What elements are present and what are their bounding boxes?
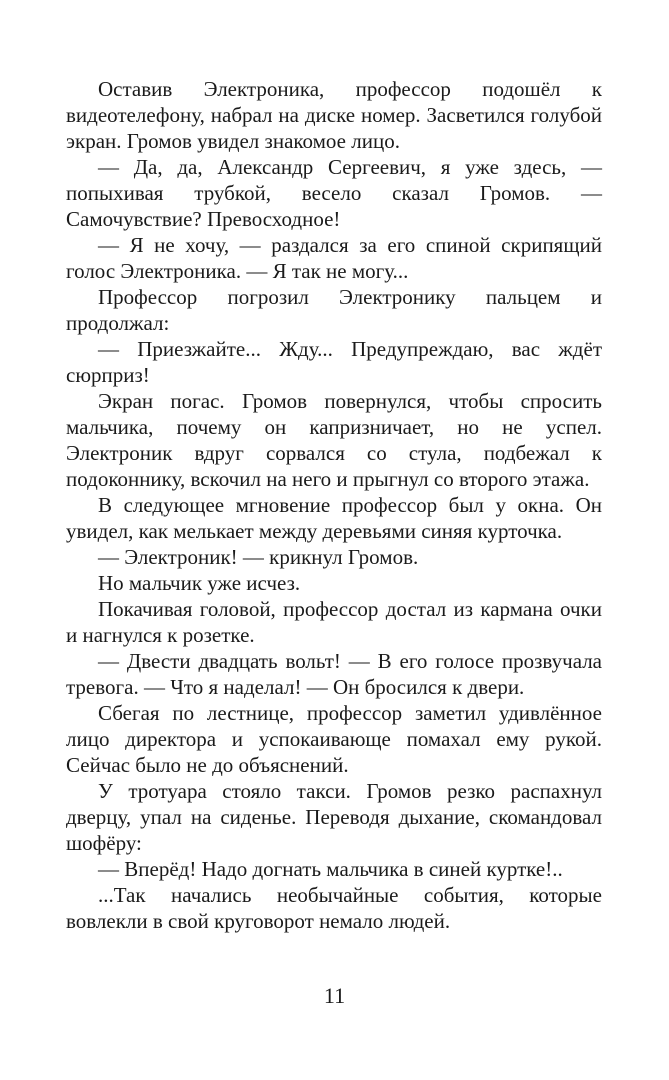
paragraph-2: — Да, да, Александр Сергеевич, я уже здесь, — попыхивая трубкой, весело сказал Громов. — Самочувствие? Превосходное! (66, 155, 602, 231)
paragraph-6: Экран погас. Громов повернулся, чтобы спросить мальчика, почему он капризничает, но не успел. Электроник вдруг сорвался со стула, подбежал к подоконнику, вскочил на него и прыгнул со второго этажа. (66, 389, 602, 491)
paragraph-7: В следующее мгновение профессор был у окна. Он увидел, как мелькает между деревьями синяя курточка. (66, 493, 602, 543)
paragraph-12: Сбегая по лестнице, профессор заметил удивлённое лицо директора и успокаивающе помахал ему рукой. Сейчас было не до объяснений. (66, 701, 602, 777)
paragraph-8: — Электроник! — крикнул Громов. (98, 545, 419, 569)
paragraph-14: — Вперёд! Надо догнать мальчика в синей куртке!.. (98, 857, 563, 881)
paragraph-15: ...Так начались необычайные события, которые вовлекли в свой круговорот немало людей. (66, 883, 602, 933)
paragraph-11: — Двести двадцать вольт! — В его голосе прозвучала тревога. — Что я наделал! — Он бросился к двери. (66, 649, 602, 699)
page-number: 11 (323, 983, 346, 1008)
paragraph-3: — Я не хочу, — раздался за его спиной скрипящий голос Электроника. — Я так не могу... (66, 233, 602, 283)
paragraph-1: Оставив Электроника, профессор подошёл к видеотелефону, набрал на диске номер. Засветился голубой экран. Громов увидел знакомое лицо. (66, 77, 602, 153)
paragraph-4: Профессор погрозил Электронику пальцем и продолжал: (66, 285, 602, 335)
paragraph-10: Покачивая головой, профессор достал из кармана очки и нагнулся к розетке. (66, 597, 602, 647)
paragraph-13: У тротуара стояло такси. Громов резко распахнул дверцу, упал на сиденье. Переводя дыхание, скомандовал шофёру: (66, 779, 602, 855)
paragraph-9: Но мальчик уже исчез. (98, 571, 301, 595)
paragraph-5: — Приезжайте... Жду... Предупреждаю, вас ждёт сюрприз! (66, 337, 602, 387)
body-text (66, 76, 602, 934)
